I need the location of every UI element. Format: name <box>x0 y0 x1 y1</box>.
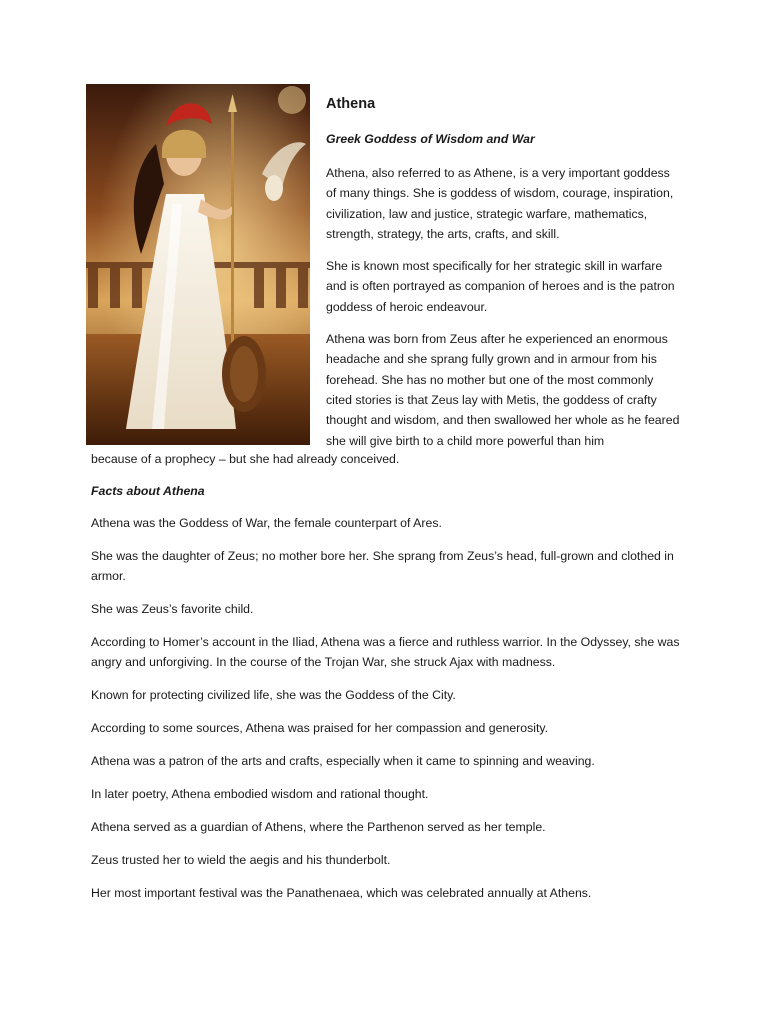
birth-paragraph: Athena was born from Zeus after he experienced an enormous headache and she sprang fully grown and in armour from his forehead. She has no mother but one of the most commonly cited stories is that Zeus lay with Metis, the goddess of crafty thought and wisdom, and then swallowed her whole as he feared she will give birth to a child more powerful than him <box>326 332 680 448</box>
fact-item: Athena served as a guardian of Athens, where the Parthenon served as her temple. <box>91 819 546 834</box>
fact-item: She was Zeus’s favorite child. <box>91 602 254 617</box>
intro-paragraph: She is known most specifically for her strategic skill in warfare and is often portrayed as companion of heroes and is the patron goddess of heroic endeavour. <box>326 259 675 314</box>
fact-item: According to Homer’s account in the Iliad, Athena was a fierce and ruthless warrior. In the Odyssey, she was angry and unforgiving. In the course of the Trojan War, she struck Ajax with madness. <box>91 634 680 670</box>
fact-item: She was the daughter of Zeus; no mother bore her. She sprang from Zeus’s head, full-grown and clothed in armor. <box>91 548 674 584</box>
athena-painting-svg <box>86 84 310 445</box>
intro-column <box>326 94 682 463</box>
fact-item: According to some sources, Athena was praised for her compassion and generosity. <box>91 721 549 736</box>
athena-illustration <box>86 84 310 445</box>
fact-item: In later poetry, Athena embodied wisdom and rational thought. <box>91 786 429 801</box>
intro-paragraph: Athena, also referred to as Athene, is a very important goddess of many things. She is goddess of wisdom, courage, inspiration, civilization, law and justice, strategic warfare, mathematics, strength, strategy, the arts, crafts, and skill. <box>326 166 674 241</box>
fact-item: Athena was the Goddess of War, the female counterpart of Ares. <box>91 516 442 530</box>
fact-item: Athena was a patron of the arts and crafts, especially when it came to spinning and weaving. <box>91 753 595 768</box>
birth-paragraph-continued: because of a prophecy – but she had already conceived. <box>91 452 400 466</box>
facts-section <box>91 481 691 915</box>
page-subtitle: Greek Goddess of Wisdom and War <box>326 132 535 146</box>
fact-item: Her most important festival was the Panathenaea, which was celebrated annually at Athens. <box>91 885 592 900</box>
facts-heading: Facts about Athena <box>91 484 205 498</box>
fact-item: Known for protecting civilized life, she was the Goddess of the City. <box>91 688 456 703</box>
fact-item: Zeus trusted her to wield the aegis and his thunderbolt. <box>91 852 391 867</box>
page-title: Athena <box>326 96 376 112</box>
